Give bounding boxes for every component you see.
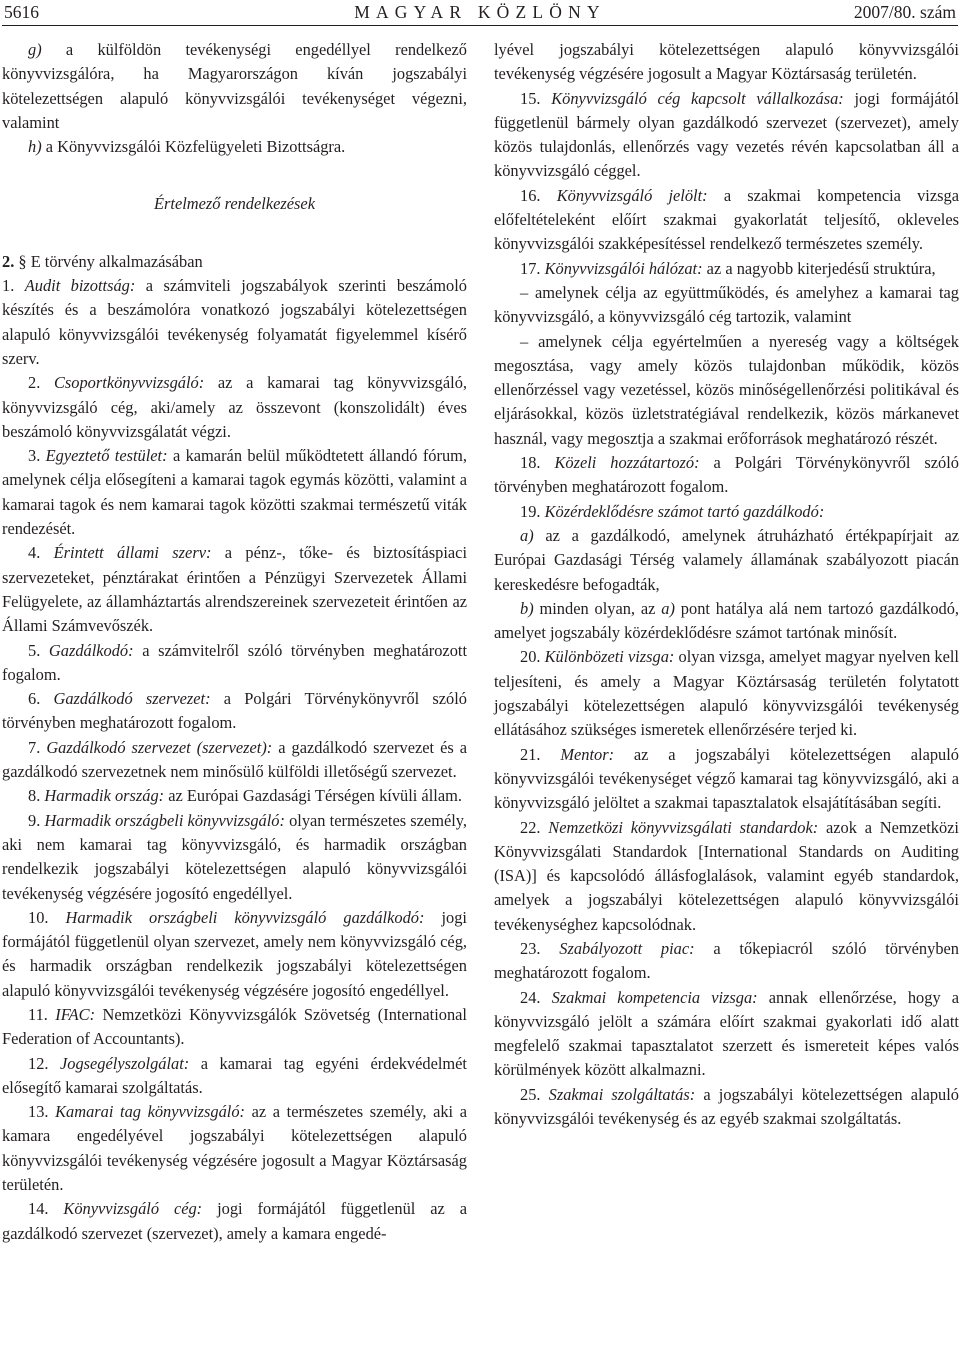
definition-text: a számviteli jogszabályok szerinti beszámoló készítés és a beszámolóra vonatkozó jogszabályi kötelezettségen alapuló könyvvizsgálói tevékenység folyamatát figyelemmel kísérő szerv.	[2, 276, 467, 368]
definition-term: Harmadik országbeli könyvvizsgáló gazdálkodó:	[65, 907, 425, 927]
definition-6	[2, 687, 467, 736]
definition-12	[2, 1052, 467, 1101]
definition-number: 5.	[28, 640, 49, 660]
definition-text: a Polgári Törvénykönyvről szóló törvényben meghatározott fogalom.	[2, 689, 467, 733]
definition-term: Kamarai tag könyvvizsgáló:	[55, 1102, 245, 1122]
page-header	[0, 0, 960, 30]
definition-term: IFAC:	[55, 1004, 96, 1024]
left-definitions	[2, 274, 467, 1246]
definition-text: az a kamarai tag könyvvizsgáló, könyvvizsgáló cég, aki/amely az összevont (konszolidált) éves beszámoló könyvvizsgálatát végzi.	[2, 373, 467, 441]
right-column	[494, 38, 959, 1131]
definition-15: 15. Könyvvizsgáló cég kapcsolt vállalkozása: jogi formájától függetlenül bármely olyan gazdálkodó szervezet (szervezet), amely közös tulajdonlás, ellenőrzés vagy vezetés révén kapcsolatban áll a könyvvizsgáló céggel.	[494, 88, 959, 181]
left-column	[2, 38, 467, 1246]
definition-term: Egyeztető testület:	[45, 446, 168, 466]
journal-title: MAGYAR KÖZLÖNY	[354, 2, 606, 22]
definition-17-dash-2: – amelynek célja egyértelműen a nyereség vagy a költségek megosztása, vagy amely közös tulajdonban működik, közös ellenőrzéssel vagy vezetéssel, közös minőségellenőrzési politikával és eljárásokkal, közös üzletstratégiával rendelkezik, közös márkanevet használ, vagy megosztja a szakmai erőforrások meghatározó részét.	[494, 331, 959, 448]
spacer	[2, 217, 467, 250]
definition-22: 22. Nemzetközi könyvvizsgálati standardok: azok a Nemzetközi Könyvvizsgálati Standardok [International Standards on Auditing (ISA)] és kapcsolódó állásfoglalások, valamint egyéb standardok, amelyek a jogszabályi kötelezettségen alapuló könyvvizsgálói tevékenységhez kapcsolódnak.	[494, 817, 959, 934]
definition-17: 17. Könyvvizsgálói hálózat: az a nagyobb kiterjedésű struktúra,	[520, 258, 936, 278]
definition-term: Harmadik országbeli könyvvizsgáló:	[44, 810, 285, 830]
definition-number: 3.	[28, 446, 46, 466]
definition-3	[2, 444, 467, 541]
definition-term: Jogsegélyszolgálat:	[59, 1053, 190, 1073]
definition-text: a kamarán belül működtetett állandó fórum, amelynek célja elősegíteni a kamarai tagok egymás közötti, valamint a kamarai tagok és nem kamarai tagok közötti szakmai természetű viták rendezését.	[2, 446, 467, 539]
definition-text: Nemzetközi Könyvvizsgálók Szövetség (International Federation of Accountants).	[2, 1004, 467, 1049]
definition-text: az Európai Gazdasági Térségen kívüli állam.	[164, 786, 462, 806]
definition-text: a számvitelről szóló törvényben meghatározott fogalom.	[2, 640, 467, 684]
continuation-text: lyével jogszabályi kötelezettségen alapuló könyvvizsgálói tevékenység végzésére jogosult a Magyar Köztársaság területén.	[494, 40, 959, 84]
definition-19-a: a) az a gazdálkodó, amelynek átruházható értékpapírjait az Európai Gazdasági Térség valamely államának szabályozott piacán kereskedésre befogadták,	[494, 525, 959, 594]
definition-number: 4.	[28, 543, 54, 563]
definition-term: Csoportkönyvvizsgáló:	[53, 373, 205, 393]
section-heading: 2. § E törvény alkalmazásában	[2, 251, 203, 271]
definition-20: 20. Különbözeti vizsga: olyan vizsga, amelyet magyar nyelven kell teljesíteni, és amely a Magyar Köztársaság területén folytatott jogszabályi kötelezettségen alapuló könyvvizsgálói tevékenység ellátásához szükséges ismeretek ellenőrzésére terjed ki.	[494, 647, 959, 740]
definition-term: Harmadik ország:	[44, 786, 165, 806]
definition-number: 1.	[2, 276, 25, 296]
spacer	[2, 159, 467, 192]
definition-text: olyan természetes személy, aki nem kamarai tag könyvvizsgáló, és harmadik országban rendelkezik jogszabályi kötelezettségen alapuló könyvvizsgálói tevékenység végzésére jogosító engedéllyel.	[2, 810, 467, 903]
definition-number: 9.	[28, 810, 45, 830]
definition-17-dash-1: – amelynek célja az együttműködés, és amelyhez a kamarai tag könyvvizsgáló, a könyvvizsgáló cég tartozik, valamint	[494, 282, 959, 327]
definition-text: jogi formájától függetlenül olyan szervezet, amely nem könyvvizsgáló cég, és harmadik országban rendelkezik jogszabályi kötelezettségen alapuló könyvvizsgálói tevékenység végzésére jogosító engedéllyel.	[2, 907, 467, 1000]
definition-21: 21. Mentor: az a jogszabályi kötelezettségen alapuló könyvvizsgálói tevékenységet végző kamarai tag könyvvizsgáló, aki a könyvvizsgáló jelöltet a szakmai tapasztalatok elsajátításában segíti.	[494, 744, 959, 813]
definition-19: 19. Közérdeklődésre számot tartó gazdálkodó:	[520, 501, 825, 521]
definition-number: 8.	[28, 786, 45, 806]
definition-16: 16. Könyvvizsgáló jelölt: a szakmai kompetencia vizsga előfeltételeként előírt szakmai gyakorlatát teljesítő, okleveles könyvvizsgálói szakképesítéssel rendelkező természetes személy.	[494, 185, 959, 254]
section-title: Értelmező rendelkezések	[154, 194, 315, 214]
definition-24: 24. Szakmai kompetencia vizsga: annak ellenőrzése, hogy a könyvvizsgáló jelölt a számára előírt szakmai gyakorlati idő alatt megfelelő szakmai tapasztalatot szerzett és ismereteit képes valós körülmények között alkalmazni.	[494, 987, 960, 1080]
definition-23: 23. Szabályozott piac: a tőkepiacról szóló törvényben meghatározott fogalom.	[494, 938, 959, 983]
definition-number: 6.	[28, 689, 54, 709]
definition-11	[2, 1003, 467, 1052]
definition-8	[2, 784, 467, 808]
definition-1	[2, 274, 467, 371]
definition-number: 10.	[28, 907, 66, 927]
definition-14	[2, 1197, 467, 1246]
definition-18: 18. Közeli hozzátartozó: a Polgári Törvénykönyvről szóló törvényben meghatározott fogalom.	[494, 453, 959, 497]
definition-9	[2, 809, 467, 906]
definition-number: 11.	[28, 1004, 56, 1024]
definition-number: 7.	[28, 737, 47, 757]
definition-number: 12.	[28, 1053, 60, 1073]
definition-term: Könyvvizsgáló cég:	[63, 1199, 203, 1219]
definition-text: a kamarai tag egyéni érdekvédelmét elősegítő kamarai szolgáltatás.	[2, 1053, 467, 1097]
definition-2	[2, 371, 467, 444]
definition-25: 25. Szakmai szolgáltatás: a jogszabályi kötelezettségen alapuló könyvvizsgálói tevékenység és az egyéb szakmai szolgáltatás.	[494, 1084, 959, 1129]
definition-text: az a természetes személy, aki a kamara engedélyével jogszabályi kötelezettségen alapuló könyvvizsgálói tevékenység végzésére jogosult a Magyar Köztársaság területén.	[2, 1102, 467, 1195]
definition-5	[2, 639, 467, 688]
page-number: 5616	[4, 2, 39, 22]
definition-7	[2, 736, 467, 785]
header-rule	[2, 25, 958, 26]
definition-term: Gazdálkodó szervezet:	[53, 689, 211, 709]
definition-text: a pénz-, tőke- és biztosításpiaci szervezeteket, pénztárakat érintően a Pénzügyi Szervezetek Állami Felügyelete, az államháztartás alrendszereinek szervezeteit érintően az Állami Számvevőszék.	[2, 543, 468, 636]
definition-4	[2, 541, 467, 638]
definition-term: Gazdálkodó:	[48, 640, 134, 660]
definition-13	[2, 1100, 467, 1197]
item-h: h) a Könyvvizsgálói Közfelügyeleti Bizottságra.	[28, 137, 346, 157]
issue-number: 2007/80. szám	[853, 2, 956, 22]
definition-text: jogi formájától függetlenül az a gazdálkodó szervezet (szervezet), amely a kamara engedé-	[2, 1199, 467, 1243]
definition-number: 14.	[28, 1199, 64, 1219]
definition-term: Gazdálkodó szervezet (szervezet):	[46, 737, 273, 757]
definition-number: 2.	[28, 373, 54, 393]
definition-term: Audit bizottság:	[24, 276, 136, 296]
definition-text: a gazdálkodó szervezet és a gazdálkodó szervezetnek nem minősülő külföldi illetőségű szervezet.	[2, 737, 468, 782]
definition-10	[2, 906, 467, 1003]
definition-19-b: b) minden olyan, az a) pont hatálya alá nem tartozó gazdálkodó, amelyet jogszabály közérdeklődésre számot tartónak minősít.	[494, 598, 959, 643]
definition-term: Érintett állami szerv:	[53, 543, 212, 563]
definition-number: 13.	[28, 1102, 56, 1122]
item-g: g) a külföldön tevékenységi engedéllyel rendelkező könyvvizsgálóra, ha Magyarországon kíván jogszabályi kötelezettségen alapuló könyvvizsgálói tevékenységet végezni, valamint	[2, 40, 467, 132]
